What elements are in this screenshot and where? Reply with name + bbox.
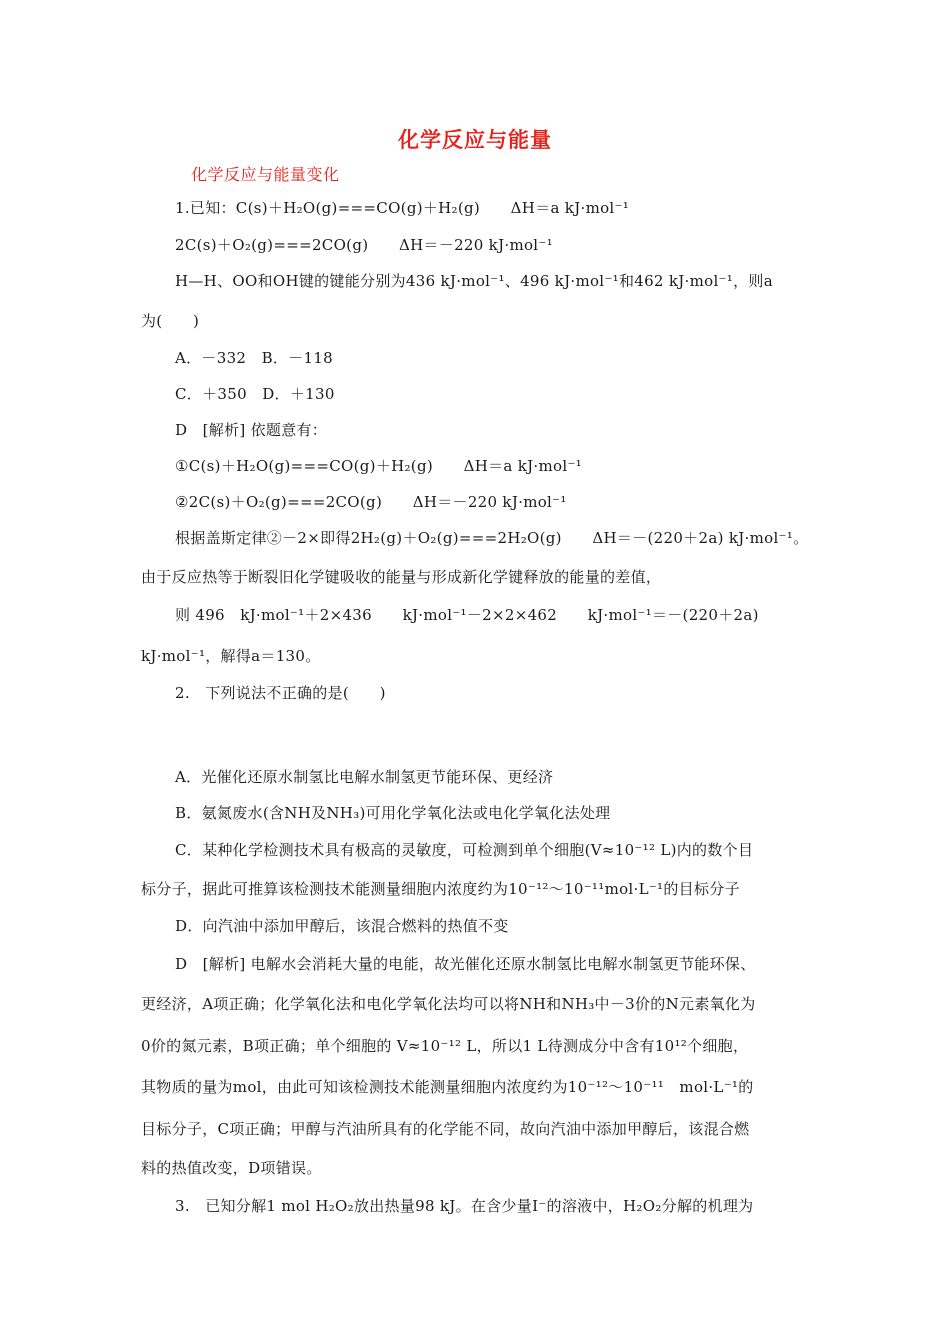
page-title: 化学反应与能量 xyxy=(398,128,552,152)
q2-explanation-3: 0价的氮元素，B项正确；单个细胞的 V≈10⁻¹² L，所以1 L待测成分中含有10¹²个细胞， xyxy=(141,1037,749,1055)
q1-stem-line-4: 为( ) xyxy=(141,312,200,330)
section-subtitle: 化学反应与能量变化 xyxy=(191,165,340,184)
q2-explanation-1: D [解析] 电解水会消耗大量的电能，故光催化还原水制氢比电解水制氢更节能环保、 xyxy=(175,955,756,973)
q3-stem: 3. 已知分解1 mol H₂O₂放出热量98 kJ。在含少量I⁻的溶液中，H₂O₂分解的机理为 xyxy=(175,1197,754,1215)
q1-options-ab: A．－332 B．－118 xyxy=(175,349,334,367)
q1-options-cd: C．＋350 D．＋130 xyxy=(175,385,335,403)
q2-explanation-4: 其物质的量为mol，由此可知该检测技术能测量细胞内浓度约为10⁻¹²～10⁻¹¹ mol·L⁻¹的 xyxy=(141,1078,754,1096)
q1-explanation-1: 根据盖斯定律②－2×即得2H₂(g)＋O₂(g)===2H₂O(g) ΔH＝－(220＋2a) kJ·mol⁻¹。 xyxy=(175,529,809,547)
q2-option-c-line-2: 标分子，据此可推算该检测技术能测量细胞内浓度约为10⁻¹²～10⁻¹¹mol·L⁻¹的目标分子 xyxy=(141,880,740,898)
q2-option-b: B．氨氮废水(含NH及NH₃)可用化学氧化法或电化学氧化法处理 xyxy=(175,804,611,822)
q1-equation-2: ②2C(s)＋O₂(g)===2CO(g) ΔH＝－220 kJ·mol⁻¹ xyxy=(175,493,567,511)
q2-explanation-2: 更经济，A项正确；化学氧化法和电化学氧化法均可以将NH和NH₃中－3价的N元素氧化为 xyxy=(141,995,756,1013)
q1-stem-line-1: 1.已知：C(s)＋H₂O(g)===CO(g)＋H₂(g) ΔH＝a kJ·mol⁻¹ xyxy=(175,199,630,217)
q1-stem-line-2: 2C(s)＋O₂(g)===2CO(g) ΔH＝－220 kJ·mol⁻¹ xyxy=(175,236,553,254)
q2-explanation-5: 目标分子，C项正确；甲醇与汽油所具有的化学能不同，故向汽油中添加甲醇后，该混合燃 xyxy=(141,1120,750,1138)
q2-option-d: D．向汽油中添加甲醇后，该混合燃料的热值不变 xyxy=(175,917,509,935)
q2-option-c-line-1: C．某种化学检测技术具有极高的灵敏度，可检测到单个细胞(V≈10⁻¹² L)内的数个目 xyxy=(175,841,754,859)
q2-stem: 2. 下列说法不正确的是( ) xyxy=(175,684,386,702)
q1-answer: D [解析] 依题意有： xyxy=(175,421,328,439)
q1-explanation-3: 则 496 kJ·mol⁻¹＋2×436 kJ·mol⁻¹－2×2×462 kJ·mol⁻¹＝－(220＋2a) xyxy=(175,606,759,624)
q1-equation-1: ①C(s)＋H₂O(g)===CO(g)＋H₂(g) ΔH＝a kJ·mol⁻¹ xyxy=(175,457,582,475)
q1-explanation-2: 由于反应热等于断裂旧化学键吸收的能量与形成新化学键释放的能量的差值， xyxy=(141,568,662,586)
q1-explanation-4: kJ·mol⁻¹，解得a＝130。 xyxy=(141,647,321,665)
q2-explanation-6: 料的热值改变，D项错误。 xyxy=(141,1159,322,1177)
q2-option-a: A．光催化还原水制氢比电解水制氢更节能环保、更经济 xyxy=(175,768,554,786)
q1-stem-line-3: H—H、OO和OH键的键能分别为436 kJ·mol⁻¹、496 kJ·mol⁻¹和462 kJ·mol⁻¹，则a xyxy=(175,272,773,290)
